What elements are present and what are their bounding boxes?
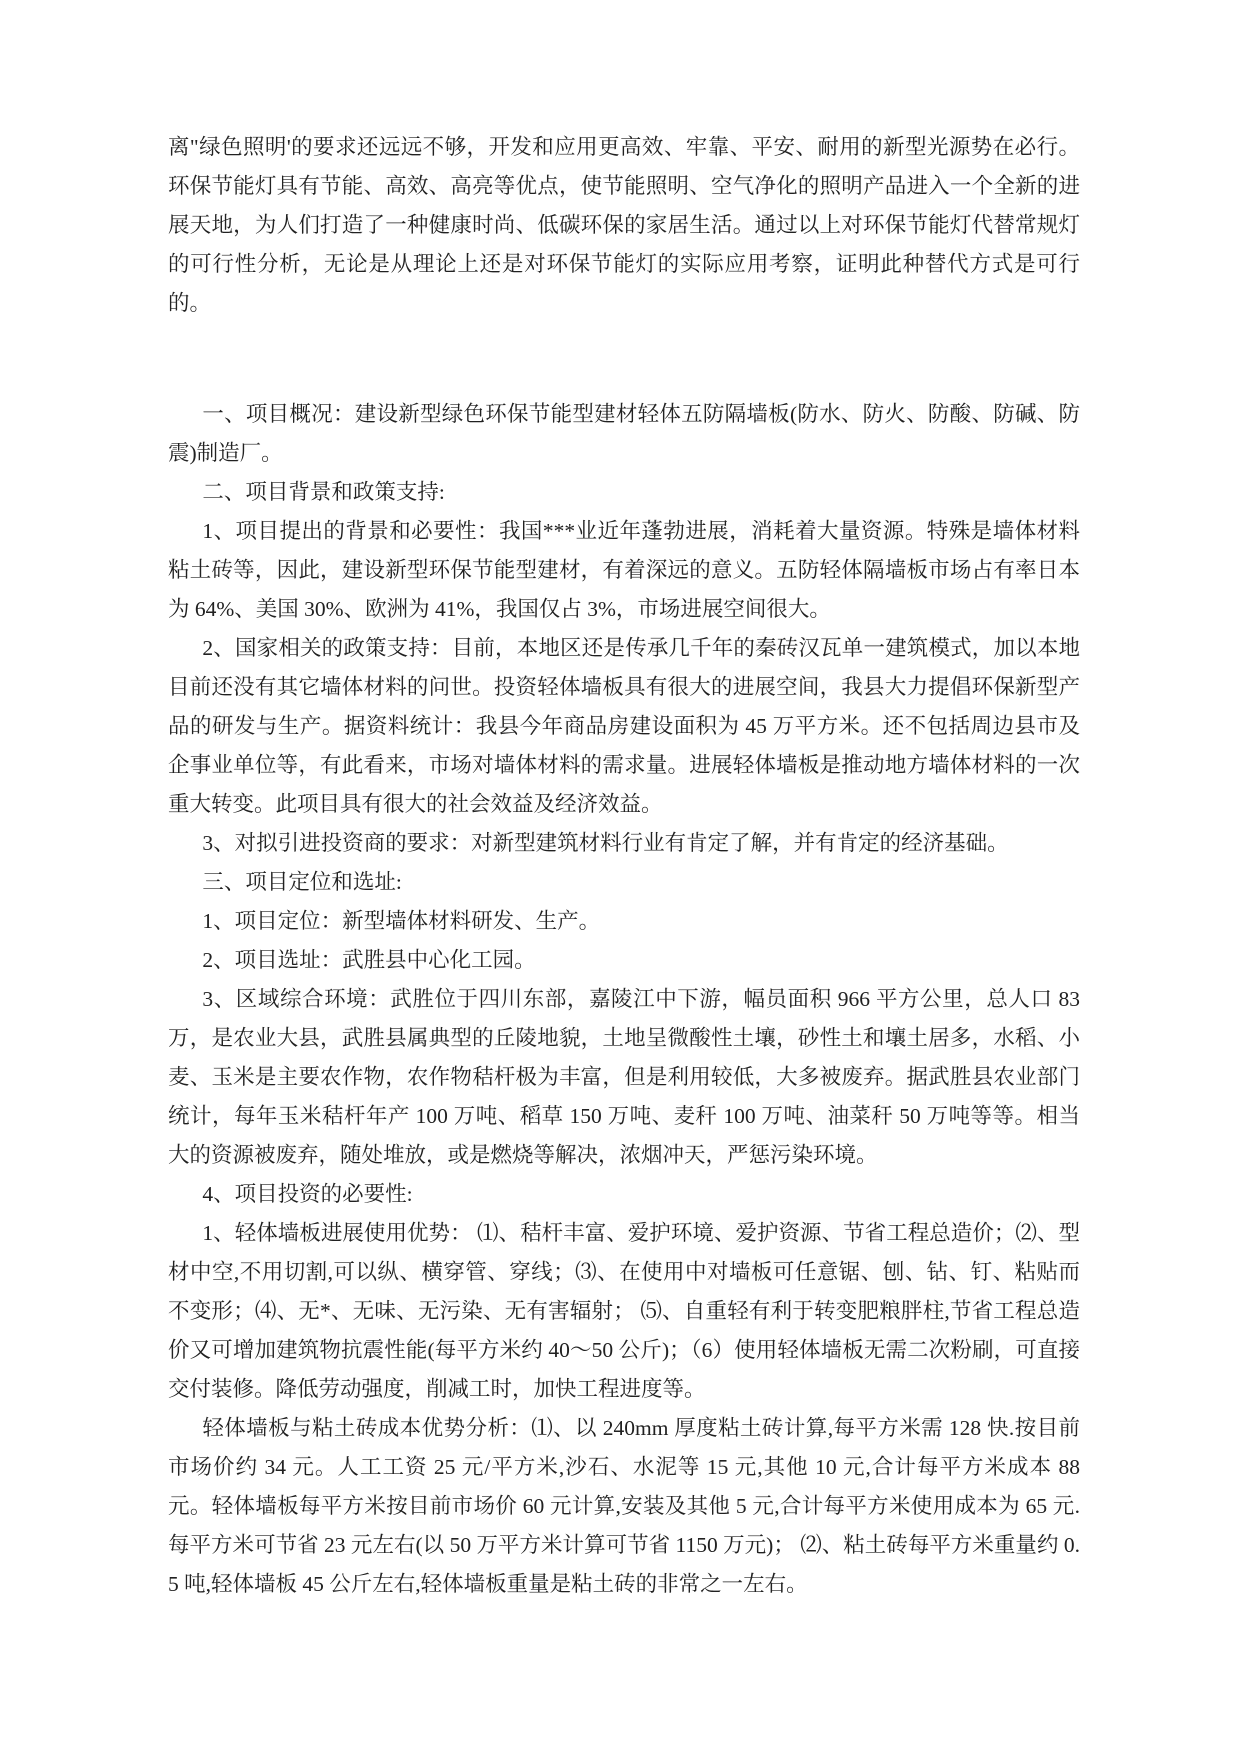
paragraph-spacer [168,323,1080,395]
paragraph-item-wallboard-advantages: 1、轻体墙板进展使用优势： ⑴、秸杆丰富、爱护环境、爱护资源、节省工程总造价；⑵、型材中空,不用切割,可以纵、横穿管、穿线；⑶、在使用中对墙板可任意锯、刨、钻、钉、粘贴而不变形；⑷、无*、无味、无污染、无有害辐射； ⑸、自重轻有利于转变肥粮胖柱,节省工程总造价又可增加建筑物抗震性能(每平方米约 40～50 公斤)；（6）使用轻体墙板无需二次粉刷，可直接交付装修。降低劳动强度，削减工时，加快工程进度等。 [168,1221,1080,1401]
paragraph-section-1-project-overview: 一、项目概况：建设新型绿色环保节能型建材轻体五防隔墙板(防水、防火、防酸、防碱、防震)制造厂。 [168,402,1080,465]
paragraph-intro-conclusion: 离"绿色照明'的要求还远远不够，开发和应用更高效、牢靠、平安、耐用的新型光源势在必行。环保节能灯具有节能、高效、高亮等优点，使节能照明、空气净化的照明产品进入一个全新的进展天地，为人们打造了一种健康时尚、低碳环保的家居生活。通过以上对环保节能灯代替常规灯的可行性分析，无论是从理论上还是对环保节能灯的实际应用考察，证明此种替代方式是可行的。 [168,135,1080,315]
paragraph-item-3-4-investment-necessity-heading: 4、项目投资的必要性: [202,1182,413,1206]
paragraph-item-2-2-policy-support: 2、国家相关的政策支持：目前，本地区还是传承几千年的秦砖汉瓦单一建筑模式，加以本地目前还没有其它墙体材料的问世。投资轻体墙板具有很大的进展空间，我县大力提倡环保新型产品的研发与生产。据资料统计：我县今年商品房建设面积为 45 万平方米。还不包括周边县市及企事业单位等，有此看来，市场对墙体材料的需求量。进展轻体墙板是推动地方墙体材料的一次重大转变。此项目具有很大的社会效益及经济效益。 [168,636,1080,816]
paragraph-section-3-heading: 三、项目定位和选址: [202,870,402,894]
paragraph-item-3-3-regional-environment: 3、区域综合环境：武胜位于四川东部，嘉陵江中下游，幅员面积 966 平方公里，总人口 83 万，是农业大县，武胜县属典型的丘陵地貌，土地呈微酸性土壤，砂性土和壤土居多，水稻、小麦、玉米是主要农作物，农作物秸杆极为丰富，但是利用较低，大多被废弃。据武胜县农业部门统计，每年玉米秸杆年产 100 万吨、稻草 150 万吨、麦秆 100 万吨、油菜秆 50 万吨等等。相当大的资源被废弃，随处堆放，或是燃烧等解决，浓烟冲天，严惩污染环境。 [168,987,1080,1167]
paragraph-item-2-1-background-necessity: 1、项目提出的背景和必要性：我国***业近年蓬勃进展，消耗着大量资源。特殊是墙体材料粘土砖等，因此，建设新型环保节能型建材，有着深远的意义。五防轻体隔墙板市场占有率日本为 64%、美国 30%、欧洲为 41%，我国仅占 3%，市场进展空间很大。 [168,519,1080,621]
paragraph-item-cost-advantage-analysis: 轻体墙板与粘土砖成本优势分析：⑴、以 240mm 厚度粘土砖计算,每平方米需 128 快.按目前市场价约 34 元。人工工资 25 元/平方米,沙石、水泥等 15 元,其他 10 元,合计每平方米成本 88 元。轻体墙板每平方米按目前市场价 60 元计算,安装及其他 5 元,合计每平方米使用成本为 65 元.每平方米可节省 23 元左右(以 50 万平方米计算可节省 1150 万元)； ⑵、粘土砖每平方米重量约 0.5 吨,轻体墙板 45 公斤左右,轻体墙板重量是粘土砖的非常之一左右。 [168,1416,1080,1596]
paragraph-item-3-1-positioning: 1、项目定位：新型墙体材料研发、生产。 [202,909,601,933]
paragraph-section-2-heading: 二、项目背景和政策支持: [202,480,445,504]
paragraph-item-2-3-investor-requirements: 3、对拟引进投资商的要求：对新型建筑材料行业有肯定了解，并有肯定的经济基础。 [202,831,1009,855]
paragraph-item-3-2-site-selection: 2、项目选址：武胜县中心化工园。 [202,948,536,972]
